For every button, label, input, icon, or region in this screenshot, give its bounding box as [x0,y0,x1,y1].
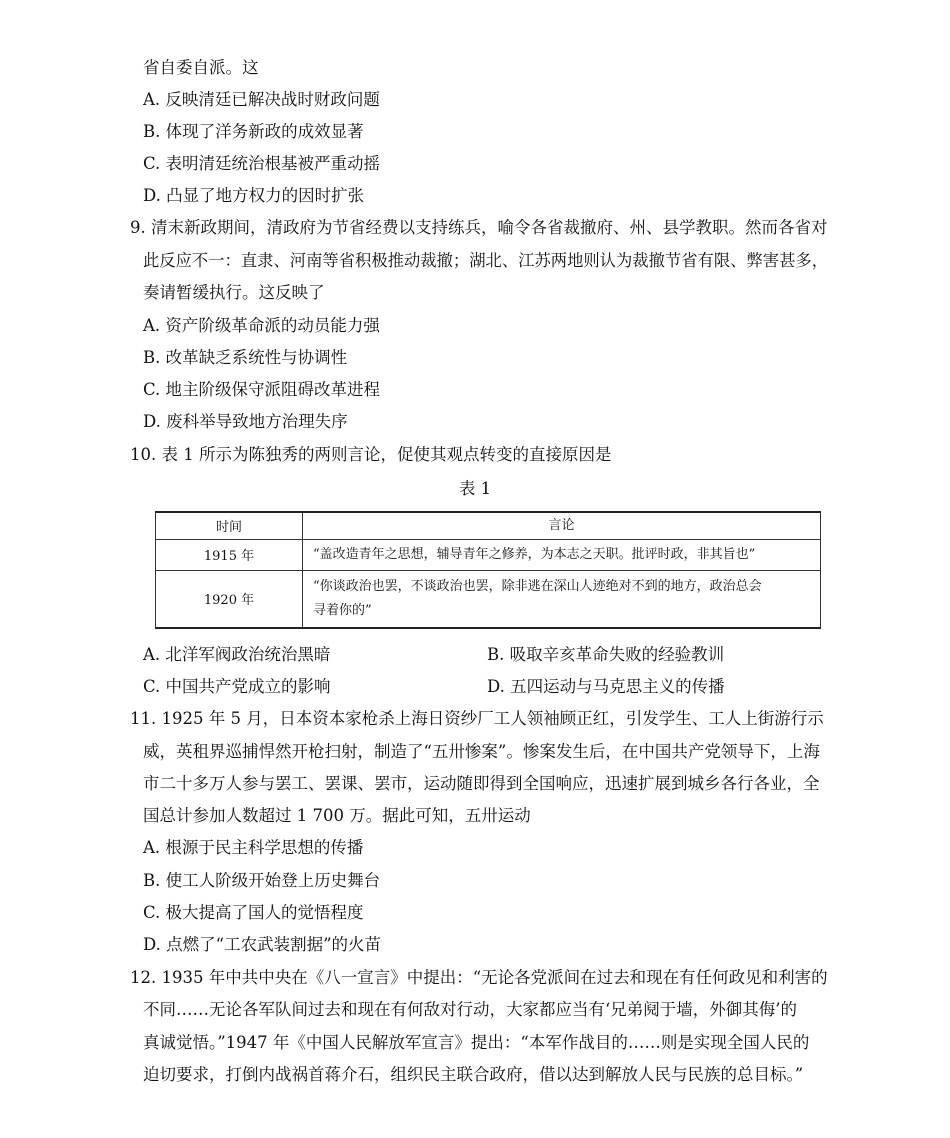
q11-option-b[interactable]: B. 使工人阶级开始登上历史舞台 [143,871,381,890]
q10-option-b[interactable]: B. 吸取辛亥革命失败的经验教训 [487,645,725,664]
row-1915-year: 1915 年 [156,539,303,570]
table-title: 表 1 [458,479,492,498]
q8-option-d[interactable]: D. 凸显了地方权力的因时扩张 [143,186,365,205]
q11-stem-line-2: 威，英租界巡捕悍然开枪扫射，制造了“五卅惨案”。惨案发生后，在中国共产党领导下，上海 [143,742,820,761]
q11-option-c[interactable]: C. 极大提高了国人的觉悟程度 [143,903,364,922]
q11-stem-line-4: 国总计参加人数超过 1 700 万。据此可知，五卅运动 [143,806,531,825]
row-1920-quote-line-1: “你谈政治也罢，不谈政治也罢，除非逃在深山人迹绝对不到的地方，政治总会 [313,578,762,594]
q10-stem: 10. 表 1 所示为陈独秀的两则言论，促使其观点转变的直接原因是 [130,445,612,464]
quote-table [155,511,821,629]
q9-stem-line-1: 9. 清末新政期间，清政府为节省经费以支持练兵，喻令各省裁撤府、州、县学教职。然而各省对 [130,218,828,237]
row-1920-quote-line-2: 寻着你的” [313,602,372,618]
q10-option-c[interactable]: C. 中国共产党成立的影响 [143,677,331,696]
q12-stem-line-4: 迫切要求，打倒内战祸首蒋介石，组织民主联合政府，借以达到解放人民与民族的总目标。” [143,1065,804,1084]
table-header-row [156,512,821,539]
table-row [156,570,821,628]
q12-stem-line-2: 不同……无论各军队间过去和现在有何敌对行动，大家都应当有‘兄弟阋于墙，外御其侮’的 [143,1000,797,1019]
q12-stem-line-3: 真诚觉悟。”1947 年《中国人民解放军宣言》提出：“本军作战目的……则是实现全国人民的 [143,1033,810,1052]
q11-stem-line-1: 11. 1925 年 5 月，日本资本家枪杀上海日资纱厂工人领袖顾正红，引发学生、工人上街游行示 [130,709,824,728]
table-row [156,539,821,570]
q9-stem-line-2: 此反应不一：直隶、河南等省积极推动裁撤；湖北、江苏两地则认为裁撤节省有限、弊害甚多， [143,251,829,270]
q11-option-a[interactable]: A. 根源于民主科学思想的传播 [143,838,364,857]
q10-option-d[interactable]: D. 五四运动与马克思主义的传播 [487,677,725,696]
q9-option-b[interactable]: B. 改革缺乏系统性与协调性 [143,348,348,367]
q11-stem-line-3: 市二十多万人参与罢工、罢课、罢市，运动随即得到全国响应，迅速扩展到城乡各行各业，全 [143,774,820,793]
q9-option-a[interactable]: A. 资产阶级革命派的动员能力强 [143,316,380,335]
q8-option-b[interactable]: B. 体现了洋务新政的成效显著 [143,122,364,141]
header-time: 时间 [156,512,303,539]
q9-option-c[interactable]: C. 地主阶级保守派阻碍改革进程 [143,380,381,399]
q8-stem-tail: 省自委自派。这 [143,58,259,77]
q8-option-c[interactable]: C. 表明清廷统治根基被严重动摇 [143,154,381,173]
row-1920-quote [303,570,821,628]
q9-option-d[interactable]: D. 废科举导致地方治理失序 [143,412,348,431]
q12-stem-line-1: 12. 1935 年中共中央在《八一宣言》中提出：“无论各党派间在过去和现在有任何政见和利害的 [130,968,828,987]
row-1915-quote: “盖改造青年之思想，辅导青年之修养，为本志之天职。批评时政，非其旨也” [303,539,821,570]
q9-stem-line-3: 奏请暂缓执行。这反映了 [143,283,325,302]
header-quote: 言论 [303,512,821,539]
q11-option-d[interactable]: D. 点燃了“工农武装割据”的火苗 [143,935,382,954]
row-1920-year: 1920 年 [156,570,303,628]
q10-option-a[interactable]: A. 北洋军阀政治统治黑暗 [143,645,331,664]
q8-option-a[interactable]: A. 反映清廷已解决战时财政问题 [143,90,380,109]
